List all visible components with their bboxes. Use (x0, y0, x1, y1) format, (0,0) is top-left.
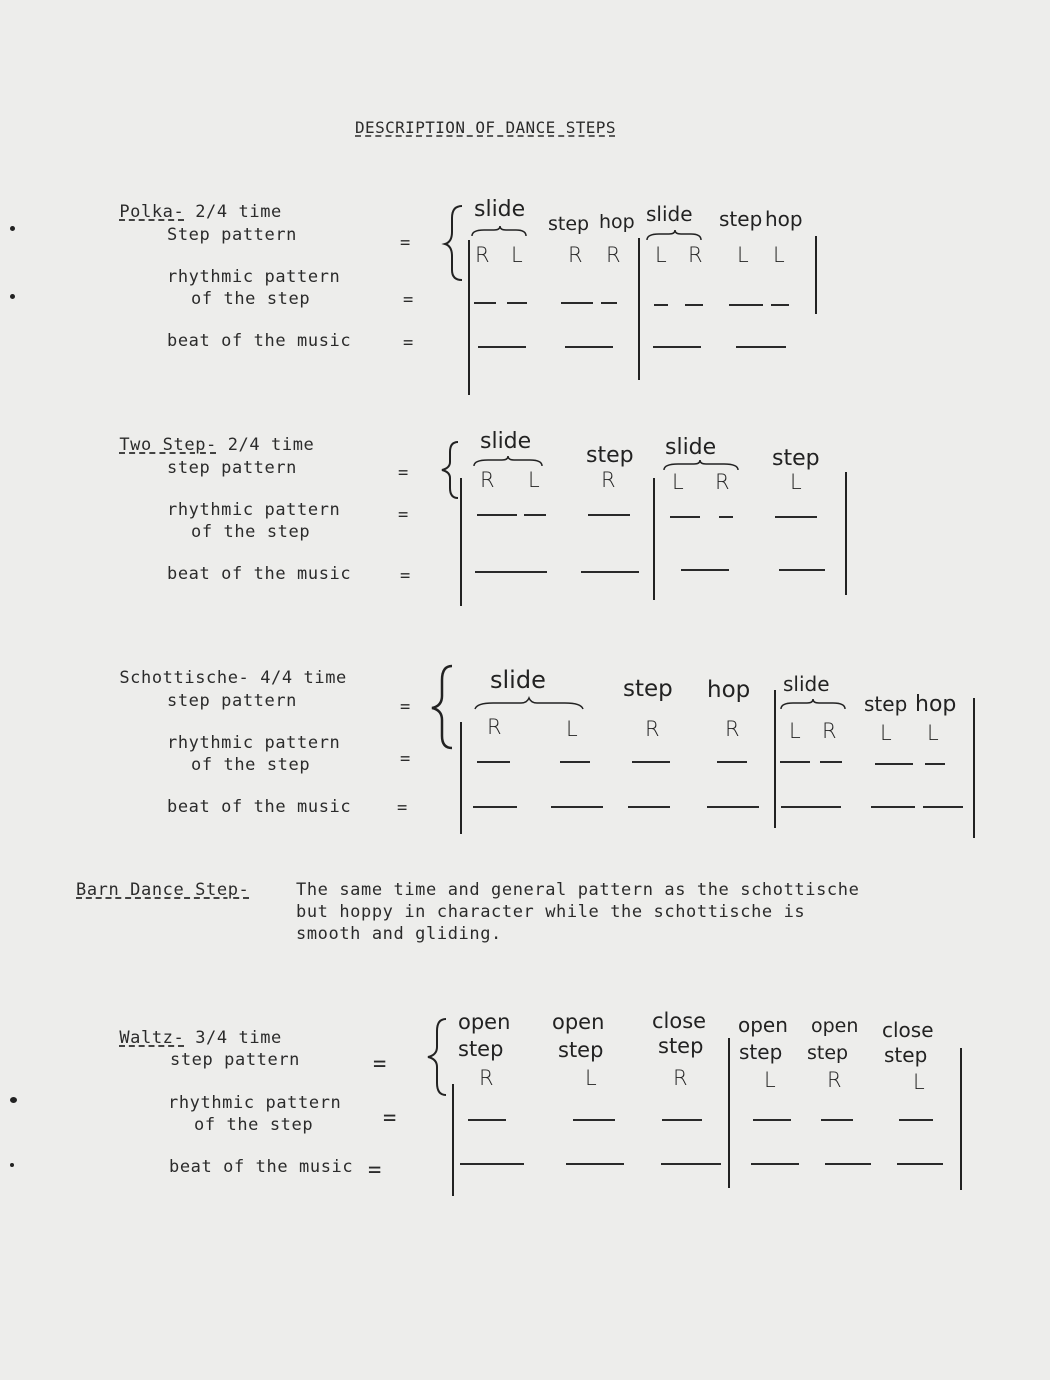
schottische-foot: L (566, 717, 578, 741)
beat-dash (661, 1163, 721, 1165)
rhythm-dash (662, 1119, 702, 1121)
rhythm-dash (821, 1119, 853, 1121)
rhythm-dash (729, 304, 763, 306)
two-step-step-label: step pattern (167, 458, 298, 478)
equals-sign: = (398, 463, 409, 483)
schottische-foot: L (880, 721, 892, 745)
beat-dash (478, 346, 526, 348)
waltz-name: Waltz- (119, 1028, 185, 1048)
waltz-word: step (884, 1043, 928, 1067)
two-step-foot: R (715, 470, 730, 494)
waltz-word: open (552, 1010, 605, 1034)
beat-dash (581, 571, 639, 573)
two-step-foot: R (480, 468, 495, 492)
barn-dance-line: smooth and gliding. (296, 924, 502, 944)
barn-dance-line: The same time and general pattern as the schottische (296, 880, 860, 900)
schottische-rhythm-label-2: of the step (191, 755, 311, 775)
two-step-foot: L (528, 468, 540, 492)
polka-foot: R (688, 243, 703, 267)
waltz-foot: L (764, 1068, 776, 1092)
equals-sign: = (400, 749, 411, 769)
two-step-foot: L (790, 470, 802, 494)
polka-step-label: Step pattern (167, 225, 298, 245)
measure-bar (468, 240, 470, 395)
rhythm-dash (507, 302, 527, 304)
waltz-foot: R (827, 1068, 842, 1092)
equals-sign: = (383, 1106, 397, 1131)
two-step-rhythm-label-1: rhythmic pattern (167, 500, 341, 520)
schottische-foot: L (789, 719, 801, 743)
equals-sign: = (397, 798, 408, 818)
beat-dash (897, 1163, 943, 1165)
beat-dash (473, 806, 517, 808)
polka-foot: L (773, 243, 785, 267)
two-step-time: 2/4 time (216, 435, 315, 455)
equals-sign: = (400, 233, 411, 253)
margin-mark (10, 294, 15, 299)
barn-dance-line: but hoppy in character while the schottische is (296, 902, 806, 922)
measure-bar (638, 238, 640, 380)
beat-dash (565, 346, 613, 348)
beat-dash (736, 346, 786, 348)
rhythm-dash (573, 1119, 615, 1121)
rhythm-dash (632, 761, 670, 763)
measure-bar (845, 472, 847, 595)
two-step-foot: R (601, 468, 616, 492)
polka-word: step (719, 207, 763, 231)
schottische-foot: R (725, 717, 740, 741)
polka-word: hop (765, 207, 803, 231)
beat-dash (460, 1163, 524, 1165)
two-step-name: Two Step- (119, 435, 217, 455)
schottische-word: hop (915, 692, 957, 717)
waltz-time: 3/4 time (184, 1028, 282, 1048)
polka-name: Polka- (119, 202, 185, 222)
waltz-word: step (807, 1042, 849, 1064)
equals-sign: = (398, 505, 409, 525)
two-step-beat-label: beat of the music (167, 564, 352, 584)
rhythm-dash (588, 514, 630, 516)
schottische-rhythm-label-1: rhythmic pattern (167, 733, 341, 753)
brace (430, 664, 454, 750)
rhythm-dash (524, 514, 546, 516)
grouping-brace (470, 226, 530, 238)
waltz-word: step (558, 1038, 604, 1062)
rhythm-dash (753, 1119, 791, 1121)
polka-foot: L (737, 243, 749, 267)
beat-dash (628, 806, 670, 808)
equals-sign: = (373, 1052, 387, 1077)
schottische-word: step (864, 692, 908, 716)
grouping-brace (472, 456, 546, 468)
rhythm-dash (477, 761, 510, 763)
two-step-rhythm-label-2: of the step (191, 522, 311, 542)
schottische-word: slide (783, 672, 830, 696)
measure-bar (960, 1048, 962, 1190)
polka-foot: L (655, 243, 667, 267)
waltz-rhythm-label-2: of the step (194, 1115, 314, 1135)
beat-dash (566, 1163, 624, 1165)
measure-bar (774, 690, 776, 828)
schottische-foot: L (927, 721, 939, 745)
rhythm-dash (685, 304, 703, 306)
margin-mark (10, 226, 15, 231)
waltz-word: open (458, 1010, 511, 1034)
beat-dash (681, 569, 729, 571)
equals-sign: = (400, 566, 411, 586)
grouping-brace (473, 697, 585, 711)
beat-dash (751, 1163, 799, 1165)
schottische-foot: R (645, 717, 660, 741)
schottische-foot: R (487, 715, 502, 739)
schottische-word: step (623, 676, 673, 702)
polka-beat-label: beat of the music (167, 331, 352, 351)
rhythm-dash (560, 761, 590, 763)
schottische-name: Schottische- (119, 668, 250, 688)
measure-bar (653, 478, 655, 600)
brace (426, 1017, 448, 1099)
equals-sign: = (403, 333, 414, 353)
equals-sign: = (400, 697, 411, 717)
margin-mark (10, 1097, 17, 1103)
beat-dash (707, 806, 759, 808)
two-step-word: step (586, 443, 634, 468)
two-step-word: step (772, 446, 820, 471)
rhythm-dash (820, 761, 842, 763)
waltz-rhythm-label-1: rhythmic pattern (168, 1093, 342, 1113)
equals-sign: = (403, 290, 414, 310)
beat-dash (551, 806, 603, 808)
waltz-beat-label: beat of the music (169, 1157, 354, 1177)
measure-bar (973, 698, 975, 838)
beat-dash (923, 806, 963, 808)
rhythm-dash (899, 1119, 933, 1121)
schottische-word: slide (490, 666, 546, 694)
rhythm-dash (771, 304, 789, 306)
polka-word: slide (474, 197, 526, 222)
rhythm-dash (654, 304, 668, 306)
two-step-word: slide (665, 435, 717, 460)
polka-foot: L (511, 243, 523, 267)
barn-dance-name: Barn Dance Step- (76, 880, 250, 900)
brace (440, 440, 460, 500)
rhythm-dash (780, 761, 810, 763)
two-step-foot: L (672, 470, 684, 494)
rhythm-dash (717, 761, 747, 763)
rhythm-dash (925, 763, 945, 765)
waltz-word: step (658, 1034, 704, 1058)
equals-sign: = (368, 1158, 382, 1183)
rhythm-dash (601, 302, 617, 304)
two-step-word: slide (480, 429, 532, 454)
polka-word: slide (646, 202, 693, 226)
rhythm-dash (561, 302, 593, 304)
grouping-brace (779, 699, 849, 711)
rhythm-dash (474, 302, 496, 304)
polka-foot: R (475, 243, 490, 267)
rhythm-dash (477, 514, 517, 516)
waltz-foot: L (913, 1070, 925, 1094)
measure-bar (460, 722, 462, 834)
measure-bar (460, 478, 462, 606)
waltz-word: step (458, 1037, 504, 1061)
measure-bar (452, 1084, 454, 1196)
waltz-step-label: step pattern (170, 1050, 301, 1070)
beat-dash (653, 346, 701, 348)
schottische-beat-label: beat of the music (167, 797, 352, 817)
polka-word: hop (599, 211, 635, 233)
polka-word: step (548, 213, 590, 235)
rhythm-dash (775, 516, 817, 518)
waltz-foot: R (479, 1066, 494, 1090)
rhythm-dash (719, 516, 733, 518)
schottische-step-label: step pattern (167, 691, 298, 711)
waltz-word: open (738, 1013, 788, 1037)
waltz-foot: R (673, 1066, 688, 1090)
schottische-time: 4/4 time (249, 668, 347, 688)
rhythm-dash (468, 1119, 506, 1121)
polka-foot: R (568, 243, 583, 267)
measure-bar (815, 236, 817, 314)
waltz-foot: L (585, 1066, 597, 1090)
beat-dash (475, 571, 547, 573)
page-title: DESCRIPTION OF DANCE STEPS (355, 118, 616, 137)
brace (444, 204, 464, 284)
waltz-word: step (739, 1040, 783, 1064)
waltz-word: close (882, 1018, 934, 1042)
beat-dash (779, 569, 825, 571)
polka-foot: R (606, 243, 621, 267)
waltz-word: close (652, 1009, 707, 1033)
rhythm-dash (670, 516, 700, 518)
schottische-word: hop (707, 677, 751, 703)
polka-time: 2/4 time (184, 202, 282, 222)
polka-rhythm-label-2: of the step (191, 289, 311, 309)
rhythm-dash (875, 763, 913, 765)
margin-mark (10, 1163, 14, 1167)
grouping-brace (645, 230, 705, 242)
beat-dash (871, 806, 915, 808)
beat-dash (825, 1163, 871, 1165)
beat-dash (781, 806, 841, 808)
measure-bar (728, 1038, 730, 1188)
polka-rhythm-label-1: rhythmic pattern (167, 267, 341, 287)
waltz-word: open (811, 1015, 859, 1037)
schottische-foot: R (822, 719, 837, 743)
